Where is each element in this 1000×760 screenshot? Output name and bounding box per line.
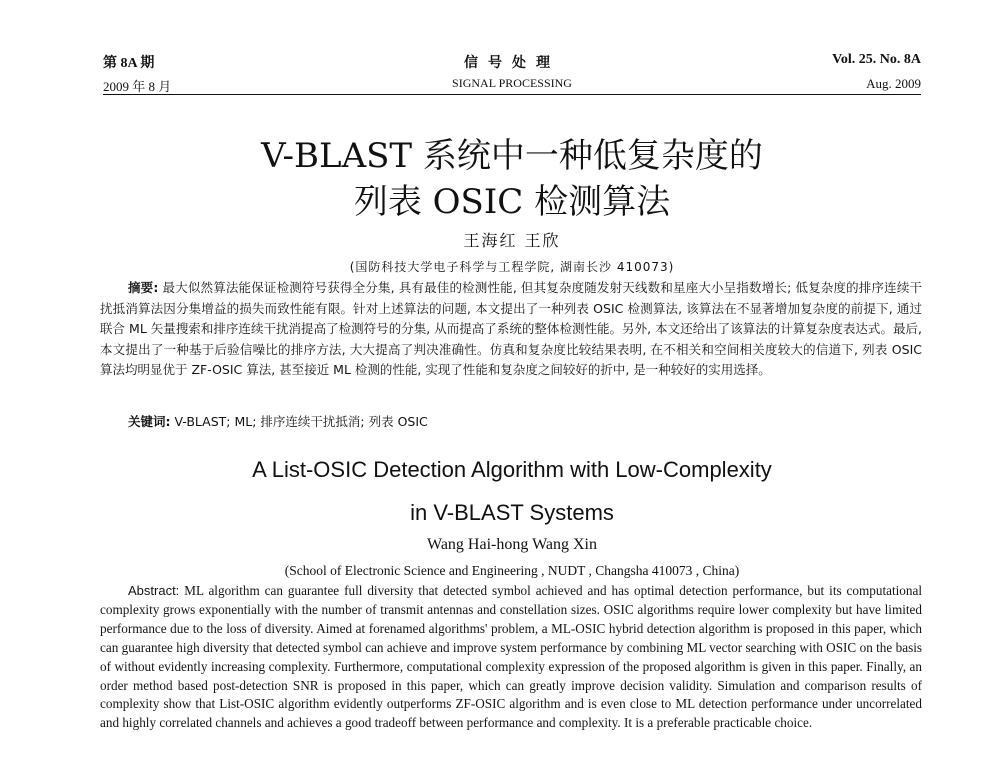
publication-date-cn: 2009 年 8 月 <box>103 79 172 94</box>
running-header-top <box>103 52 921 74</box>
affiliation-cn: (国防科技大学电子科学与工程学院, 湖南长沙 410073) <box>349 260 675 274</box>
issue-number: 第 8A 期 <box>103 56 155 71</box>
publication-date-en: Aug. 2009 <box>866 76 921 91</box>
paper-title-en-line1: A List-OSIC Detection Algorithm with Low-Complexity <box>252 457 772 482</box>
abstract-label-cn: 摘要: <box>128 280 159 295</box>
running-header-bottom <box>103 76 921 95</box>
abstract-text-cn: 最大似然算法能保证检测符号获得全分集, 具有最佳的检测性能, 但其复杂度随发射天线数和星座大小呈指数增长; 低复杂度的排序连续干扰抵消算法因分集增益的损失而致性能有限。针对上述算法的问题, 本文提出了一种列表 OSIC 检测算法, 该算法在不显著增加复杂度的前提下, 通过联合 ML 矢量搜索和排序连续干扰消提高了检测符号的分集, 从而提高了系统的整体检测性能。另外, 本文还给出了该算法的计算复杂度表达式。最后, 本文提出了一种基于后验信噪比的排序方法, 大大提高了判决准确性。仿真和复杂度比较结果表明, 在不相关和空间相关度较大的信道下, 列表 OSIC 算法均明显优于 ZF-OSIC 算法, 甚至接近 ML 检测的性能, 实现了性能和复杂度之间较好的折中, 是一种较好的实用选择。 <box>100 280 923 377</box>
abstract-cn <box>100 278 922 381</box>
abstract-en <box>100 582 922 733</box>
paper-title-en-line2: in V-BLAST Systems <box>410 500 614 525</box>
keywords-text-cn: V-BLAST; ML; 排序连续干扰抵消; 列表 OSIC <box>170 414 428 429</box>
volume-number: Vol. 25. No. 8A <box>832 52 921 67</box>
authors-en: Wang Hai-hong Wang Xin <box>427 536 597 553</box>
affiliation-en: (School of Electronic Science and Engineering , NUDT , Changsha 410073 , China) <box>284 563 740 578</box>
journal-name-cn: 信号处理 <box>464 56 560 71</box>
paper-title-cn-line1: V-BLAST 系统中一种低复杂度的 <box>261 136 763 176</box>
paper-title-cn-line2: 列表 OSIC 检测算法 <box>353 182 671 222</box>
authors-cn: 王海红 王欣 <box>463 231 561 250</box>
abstract-label-en: Abstract: <box>128 583 180 598</box>
journal-name-en: SIGNAL PROCESSING <box>452 76 572 90</box>
abstract-text-en: ML algorithm can guarantee full diversity that detected symbol achieved and has optimal detection performance, but its computational complexity grows exponentially with the number of transmit antennas and constellation sizes. OSIC algorithms require lower complexity but have limited performance due to the loss of diversity. Aimed at forenamed algorithms' problem, a ML-OSIC hybrid detection algorithm is proposed in this paper, which can guarantee high diversity that detected symbol can achieve and improve system performance by combining ML vector searching with OSIC on the basis of without evidently increasing complexity. Furthermore, computational complexity expression of the proposed algorithm is given in this paper. Finally, an order method based post-detection SNR is proposed in this paper, which can greatly improve decision validity. Simulation and comparison results of complexity show that List-OSIC algorithm evidently outperforms ZF-OSIC algorithm and is even close to ML detection performance under uncorrelated and highly correlated channels and achieves a good tradeoff between performance and complexity. It is a preferable practicable choice. <box>100 583 922 731</box>
keywords-cn <box>100 412 922 432</box>
keywords-label-cn: 关键词: <box>128 414 171 429</box>
